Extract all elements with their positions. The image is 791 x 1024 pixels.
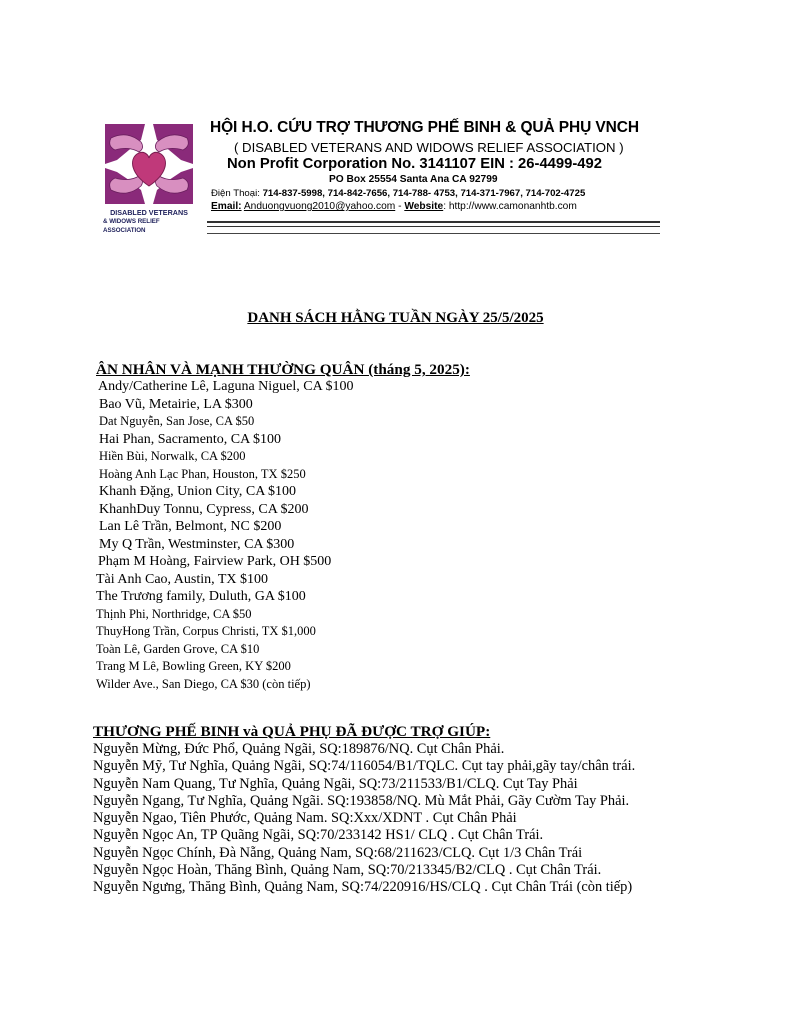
list-item: Trang M Lê, Bowling Green, KY $200 [96,659,291,673]
list-item: ThuyHong Trần, Corpus Christi, TX $1,000 [96,624,316,638]
list-item: Nguyễn Nam Quang, Tư Nghĩa, Quảng Ngãi, SQ:73/211533/B1/CLQ. Cụt Tay Phải [93,775,578,792]
list-item: Lan Lê Trần, Belmont, NC $200 [99,519,282,534]
list-item: Nguyễn Ngọc Hoàn, Thăng Bình, Quảng Nam, SQ:70/213345/B2/CLQ . Cụt Chân Trái. [93,862,602,879]
website-label: Website [404,201,444,212]
list-item: Dat Nguyễn, San Jose, CA $50 [99,414,255,428]
donors-list [96,378,353,693]
list-item: Thịnh Phi, Northridge, CA $50 [96,606,252,621]
list-item: My Q Trần, Westminster, CA $300 [99,536,295,552]
list-item: Khanh Đặng, Union City, CA $100 [99,484,297,499]
list-item: Nguyễn Mỹ, Tư Nghĩa, Quảng Ngãi, SQ:74/116054/B1/TQLC. Cụt tay phải,gãy tay/chân trái. [93,758,636,775]
email-link[interactable]: Anduongvuong2010@yahoo.com [243,201,396,212]
website-link[interactable]: : http://www.camonanhtb.com [443,201,577,212]
list-item: Nguyễn Mừng, Đức Phổ, Quảng Ngãi, SQ:189876/NQ. Cụt Chân Phải. [93,741,505,757]
association-logo [101,120,197,234]
list-item: Phạm M Hoàng, Fairview Park, OH $500 [98,554,332,569]
phone-numbers: 714-837-5998, 714-842-7656, 714-788- 4753, 714-371-7967, 714-702-4725 [262,188,586,199]
list-item: Nguyễn Ngang, Tư Nghĩa, Quảng Ngãi. SQ:193858/NQ. Mù Mắt Phải, Gãy Cườm Tay Phải. [93,792,630,809]
list-item: KhanhDuy Tonnu, Cypress, CA $200 [99,501,309,517]
org-name-english: ( DISABLED VETERANS AND WIDOWS RELIEF ASSOCIATION ) [234,140,624,155]
list-item: Hai Phan, Sacramento, CA $100 [99,431,281,447]
recipients-heading: THƯƠNG PHẾ BINH và QUẢ PHỤ ĐÃ ĐƯỢC TRỢ GIÚP: [93,723,491,740]
email-label: Email: [211,201,242,212]
letterhead-divider [207,226,660,227]
list-item: Tài Anh Cao, Austin, TX $100 [96,571,269,587]
logo-caption-line2: & WIDOWS RELIEF ASSOCIATION [103,218,160,234]
hands-heart-icon [101,120,197,208]
list-item: Andy/Catherine Lê, Laguna Niguel, CA $100 [98,379,354,394]
phone-line [211,188,585,199]
donors-heading: ÂN NHÂN VÀ MẠNH THƯỜNG QUÂN (tháng 5, 2025): [96,361,470,378]
list-item: Nguyễn Ngọc Chính, Đà Nẵng, Quảng Nam, SQ:68/211623/CLQ. Cụt 1/3 Chân Trái [93,844,583,861]
list-item: The Trương family, Duluth, GA $100 [96,589,306,604]
corporation-line: Non Profit Corporation No. 3141107 EIN : 26-4499-492 [227,156,602,172]
list-item: Nguyễn Ngưng, Thăng Bình, Quảng Nam, SQ:74/220916/HS/CLQ . Cụt Chân Trái (còn tiếp) [93,879,633,896]
letterhead-divider [207,233,660,234]
list-item: Nguyễn Ngao, Tiên Phước, Quảng Nam. SQ:Xxx/XDNT . Cụt Chân Phải [93,810,517,827]
list-item: Hiền Bùi, Norwalk, CA $200 [99,449,246,463]
page-title: DANH SÁCH HẰNG TUẦN NGÀY 25/5/2025 [247,310,544,326]
phone-label: Điện Thoại: [211,188,260,199]
list-item: Bao Vũ, Metairie, LA $300 [99,396,253,412]
recipients-list [93,741,635,897]
po-box-address: PO Box 25554 Santa Ana CA 92799 [329,174,498,185]
letterhead-divider [207,221,660,223]
contact-line [211,201,577,212]
list-item: Nguyễn Ngọc An, TP Quãng Ngãi, SQ:70/233142 HS1/ CLQ . Cụt Chân Trái. [93,827,544,844]
logo-caption-line1: DISABLED VETERANS [110,208,188,217]
org-name: HỘI H.O. CỨU TRỢ THƯƠNG PHẾ BINH & QUẢ PHỤ VNCH [210,119,639,136]
contact-separator: - [395,201,405,212]
list-item: Hoàng Anh Lạc Phan, Houston, TX $250 [99,466,306,481]
list-item: Toàn Lê, Garden Grove, CA $10 [96,641,260,656]
list-item: Wilder Ave., San Diego, CA $30 (còn tiếp) [96,676,311,691]
logo-caption [101,208,197,235]
